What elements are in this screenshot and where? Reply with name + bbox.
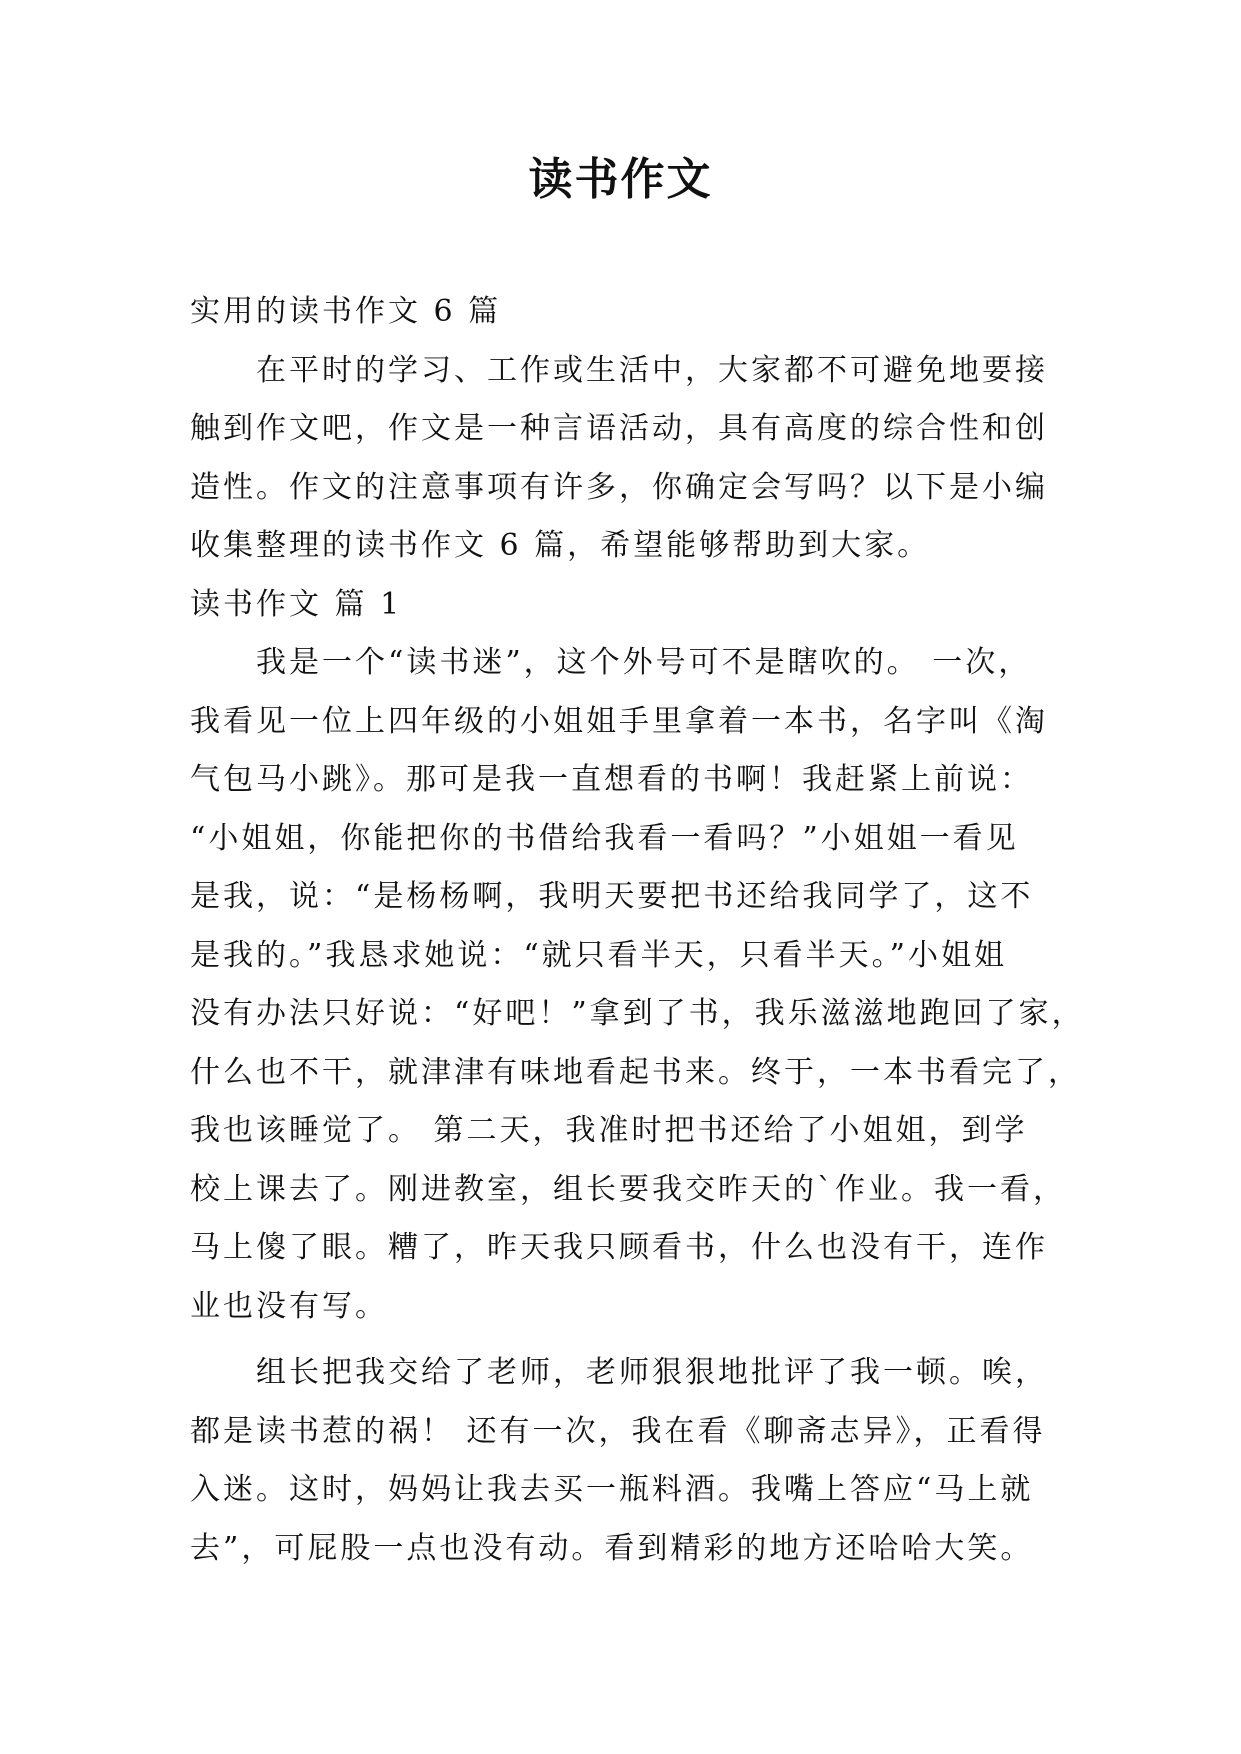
paragraph-gap [190,1336,1060,1344]
text-line: 校上课去了。刚进教室，组长要我交昨天的`作业。我一看， [190,1171,1066,1207]
text-line: 我也该睡觉了。 第二天，我准时把书还给了小姐姐，到学 [190,1113,1028,1148]
text-line: 在平时的学习、工作或生活中，大家都不可避免地要接 [256,352,1048,388]
text-line: 造性。作文的注意事项有许多，你确定会写吗？以下是小编 [190,469,1048,505]
section-heading: 读书作文 篇 1 [190,586,403,622]
text-line: 组长把我交给了老师，老师狠狠地批评了我一顿。唉， [256,1355,1048,1390]
subtitle-line: 实用的读书作文 6 篇 [190,294,502,329]
document-title: 读书作文 [528,154,713,205]
text-line: “小姐姐，你能把你的书借给我看一看吗？”小姐姐一看见 [190,820,1019,856]
text-line: 马上傻了眼。糟了，昨天我只顾看书，什么也没有干，连作 [190,1230,1048,1265]
document-body [190,283,1085,1578]
text-line: 我是一个“读书迷”，这个外号可不是瞎吹的。 一次， [256,645,1032,680]
text-line: 是我的。”我恳求她说：“就只看半天，只看半天。”小姐姐 [190,937,1008,973]
text-line: 触到作文吧，作文是一种言语活动，具有高度的综合性和创 [190,411,1048,446]
text-line: 去”，可屁股一点也没有动。看到精彩的地方还哈哈大笑。 [190,1530,1034,1566]
text-line: 什么也不干，就津津有味地看起书来。终于，一本书看完了， [190,1054,1081,1090]
text-line: 气包马小跳》。那可是我一直想看的书啊！我赶紧上前说： [190,762,1033,797]
text-line: 我看见一位上四年级的小姐姐手里拿着一本书，名字叫《淘 [190,703,1048,739]
text-line: 入迷。这时，妈妈让我去买一瓶料酒。我嘴上答应“马上就 [190,1472,1034,1507]
text-line: 都是读书惹的祸！ 还有一次，我在看《聊斋志异》，正看得 [190,1413,1046,1449]
text-line: 业也没有写。 [190,1288,388,1324]
text-line: 没有办法只好说：“好吧！”拿到了书，我乐滋滋地跑回了家， [190,996,1085,1031]
text-line: 收集整理的读书作文 6 篇，希望能够帮助到大家。 [190,528,931,563]
text-line: 是我，说：“是杨杨啊，我明天要把书还给我同学了，这不 [190,879,1034,914]
